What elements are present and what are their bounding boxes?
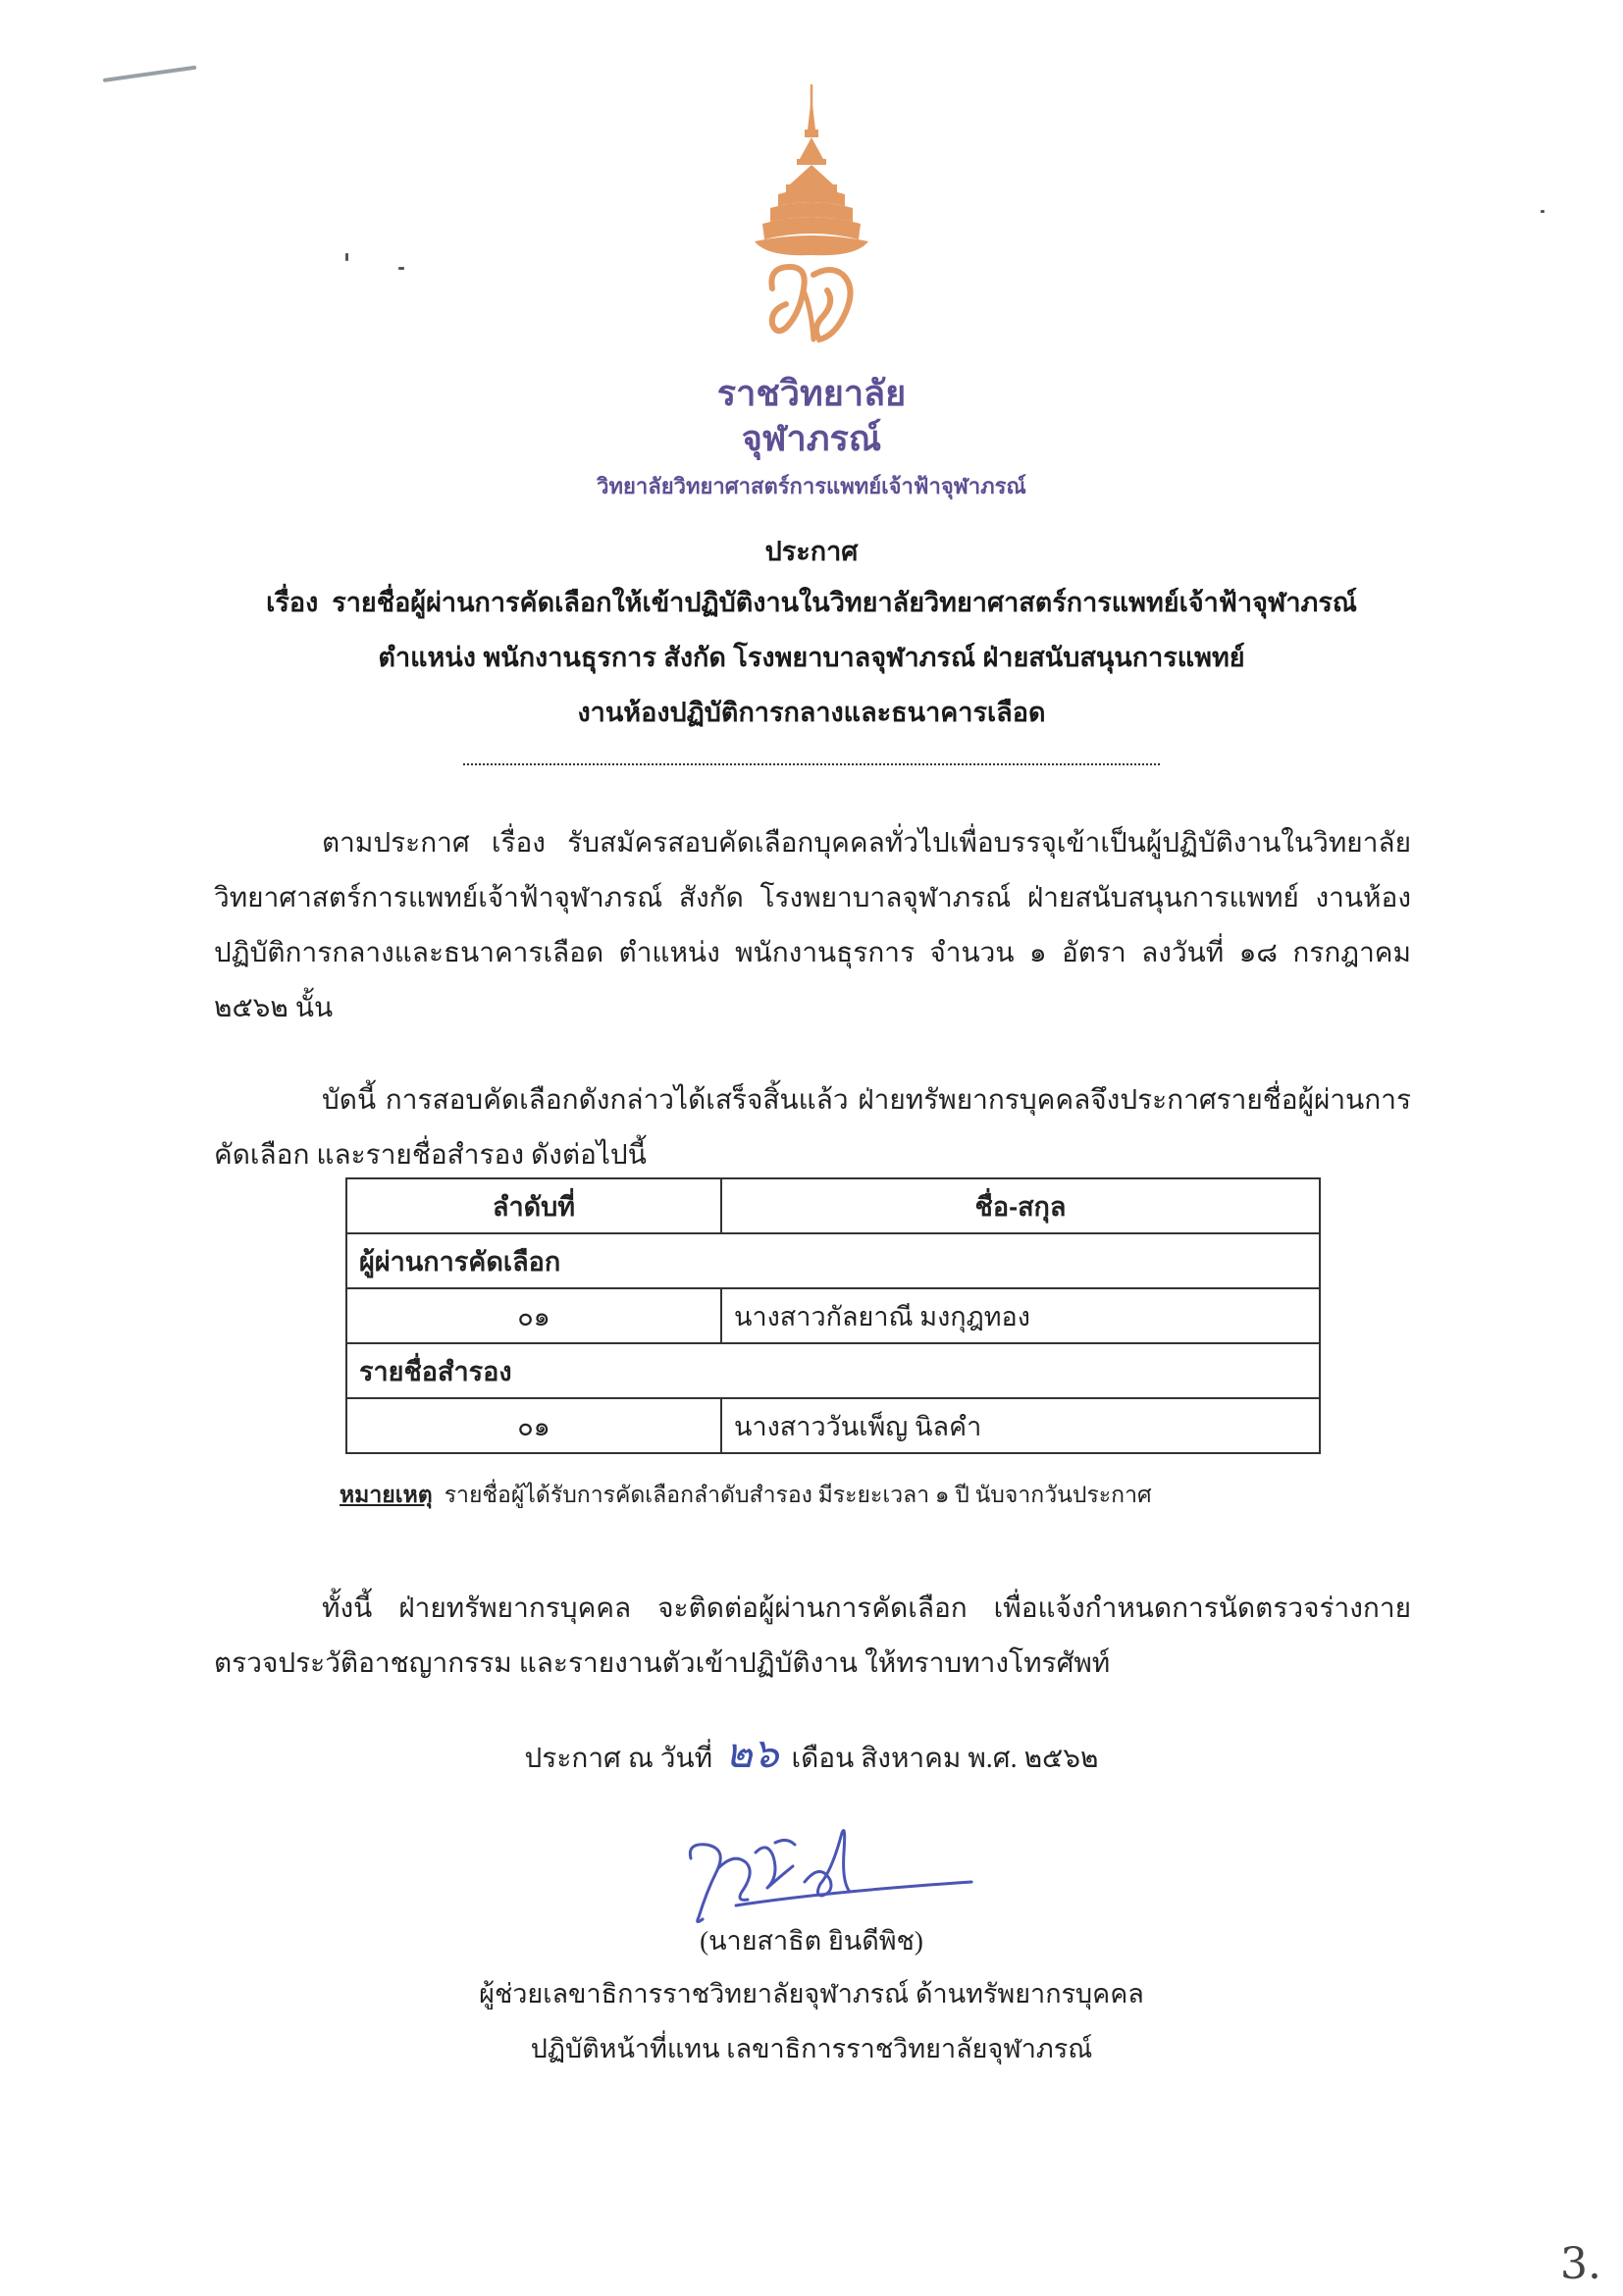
signer-title-line1: ผู้ช่วยเลขาธิการราชวิทยาลัยจุฬาภรณ์ ด้านทรัพยากรบุคคล xyxy=(479,1979,1144,2009)
scan-dot xyxy=(345,253,348,261)
body-paragraph-1 xyxy=(214,816,1411,1036)
handwritten-signature-icon xyxy=(677,1823,981,1931)
announcement-type: ประกาศ xyxy=(764,537,859,566)
remark-text: รายชื่อผู้ได้รับการคัดเลือกลำดับสำรอง มีระยะเวลา ๑ ปี นับจากวันประกาศ xyxy=(444,1483,1152,1507)
row-name: นางสาวกัลยาณี มงกุฎทอง xyxy=(721,1288,1320,1343)
page-corner-mark: 3. xyxy=(1560,2239,1601,2289)
table-header-order: ลำดับที่ xyxy=(346,1178,721,1233)
table-group-row xyxy=(346,1343,1320,1398)
date-day-handwritten: ๒๖ xyxy=(725,1729,779,1777)
group-title-selected: ผู้ผ่านการคัดเลือก xyxy=(346,1233,1320,1288)
table-group-row xyxy=(346,1233,1320,1288)
group-title-reserve: รายชื่อสำรอง xyxy=(346,1343,1320,1398)
row-order: ๐๑ xyxy=(346,1288,721,1343)
closing-paragraph xyxy=(214,1582,1411,1692)
closing-text: ทั้งนี้ ฝ่ายทรัพยากรบุคคล จะติดต่อผู้ผ่านการคัดเลือก เพื่อแจ้งกำหนดการนัดตรวจร่างกาย ตรวจประวัติอาชญากรรม และรายงานตัวเข้าปฏิบัติงาน ให้ทราบทางโทรศัพท์ xyxy=(214,1593,1411,1679)
scan-mark-line xyxy=(103,66,197,82)
signer-name: (นายสาธิต ยินดีพิช) xyxy=(700,1926,923,1956)
result-table xyxy=(345,1177,1321,1454)
table-header-row xyxy=(346,1178,1320,1233)
scan-dot xyxy=(1541,210,1544,213)
body-paragraph-2 xyxy=(214,1073,1411,1183)
announcement-position-line: ตำแหน่ง พนักงานธุรการ สังกัด โรงพยาบาลจุฬาภรณ์ ฝ่ายสนับสนุนการแพทย์ xyxy=(378,643,1245,672)
signer-title-line2: ปฏิบัติหน้าที่แทน เลขาธิการราชวิทยาลัยจุฬาภรณ์ xyxy=(530,2034,1093,2063)
remark-note xyxy=(340,1478,1152,1513)
announcement-subject-line xyxy=(0,581,1623,623)
org-name-line2: จุฬาภรณ์ xyxy=(741,418,882,458)
org-name-line1: ราชวิทยาลัย xyxy=(716,373,907,413)
row-order: ๐๑ xyxy=(346,1398,721,1453)
subject-label: เรื่อง xyxy=(266,588,319,617)
announcement-unit-line: งานห้องปฏิบัติการกลางและธนาคารเลือด xyxy=(577,698,1046,727)
subject-text: รายชื่อผู้ผ่านการคัดเลือกให้เข้าปฏิบัติงานในวิทยาลัยวิทยาศาสตร์การแพทย์เจ้าฟ้าจุฬาภรณ์ xyxy=(332,588,1357,617)
dotted-divider xyxy=(463,763,1160,765)
paragraph-1-text: ตามประกาศ เรื่อง รับสมัครสอบคัดเลือกบุคคลทั่วไปเพื่อบรรจุเข้าเป็นผู้ปฏิบัติงานในวิทยาลัยวิทยาศาสตร์การแพทย์เจ้าฟ้าจุฬาภรณ์ สังกัด โรงพยาบาลจุฬาภรณ์ ฝ่ายสนับสนุนการแพทย์ งานห้องปฏิบัติการกลางและธนาคารเลือด ตำแหน่ง พนักงานธุรการ จำนวน ๑ อัตรา ลงวันที่ ๑๘ กรกฎาคม ๒๕๖๒ นั้น xyxy=(214,828,1411,1023)
announcement-date xyxy=(0,1721,1623,1786)
table-row xyxy=(346,1288,1320,1343)
paragraph-2-text: บัดนี้ การสอบคัดเลือกดังกล่าวได้เสร็จสิ้นแล้ว ฝ่ายทรัพยากรบุคคลจึงประกาศรายชื่อผู้ผ่านการคัดเลือก และรายชื่อสำรอง ดังต่อไปนี้ xyxy=(214,1085,1411,1171)
remark-label: หมายเหตุ xyxy=(340,1482,433,1507)
scan-dot xyxy=(398,267,404,270)
org-subname: วิทยาลัยวิทยาศาสตร์การแพทย์เจ้าฟ้าจุฬาภรณ์ xyxy=(597,474,1026,498)
table-header-name: ชื่อ-สกุล xyxy=(721,1178,1320,1233)
royal-crown-emblem-icon xyxy=(743,82,880,367)
table-row xyxy=(346,1398,1320,1453)
row-name: นางสาววันเพ็ญ นิลคำ xyxy=(721,1398,1320,1453)
date-suffix: เดือน สิงหาคม พ.ศ. ๒๕๖๒ xyxy=(791,1744,1099,1774)
date-prefix: ประกาศ ณ วันที่ xyxy=(524,1744,713,1774)
